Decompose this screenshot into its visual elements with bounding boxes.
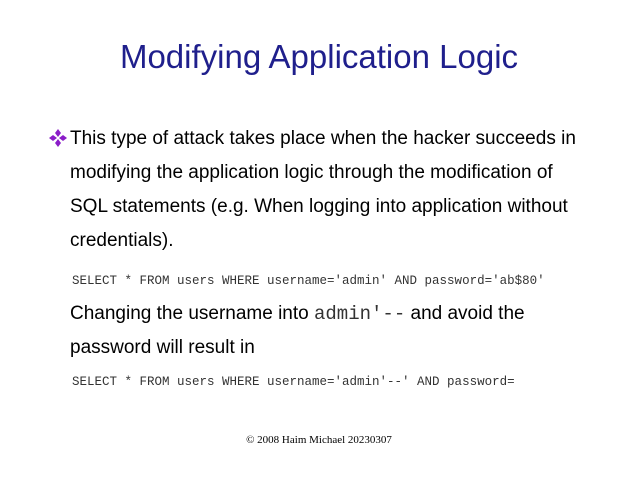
bullet-line: SQL statements (e.g. When logging into application without <box>70 196 568 217</box>
followup-line-2: password will result in <box>70 337 255 358</box>
followup-text-after: and avoid the <box>405 303 525 324</box>
inline-code-admin: admin'-- <box>314 303 406 325</box>
followup-line-1 <box>70 297 525 331</box>
sql-example-1: SELECT * FROM users WHERE username='admin' AND password='ab$80' <box>72 274 545 288</box>
bullet-paragraph <box>70 122 576 258</box>
slide-title: Modifying Application Logic <box>119 38 519 75</box>
followup-paragraph <box>70 297 525 365</box>
sql-example-2: SELECT * FROM users WHERE username='admin'--' AND password= <box>72 375 515 389</box>
four-diamond-bullet-icon <box>48 128 68 148</box>
followup-text-before: Changing the username into <box>70 303 314 324</box>
bullet-line: credentials). <box>70 230 174 251</box>
bullet-line: modifying the application logic through the modification of <box>70 162 553 183</box>
bullet-line: This type of attack takes place when the hacker succeeds in <box>70 128 576 149</box>
slide-footer: © 2008 Haim Michael 20230307 <box>246 434 392 446</box>
